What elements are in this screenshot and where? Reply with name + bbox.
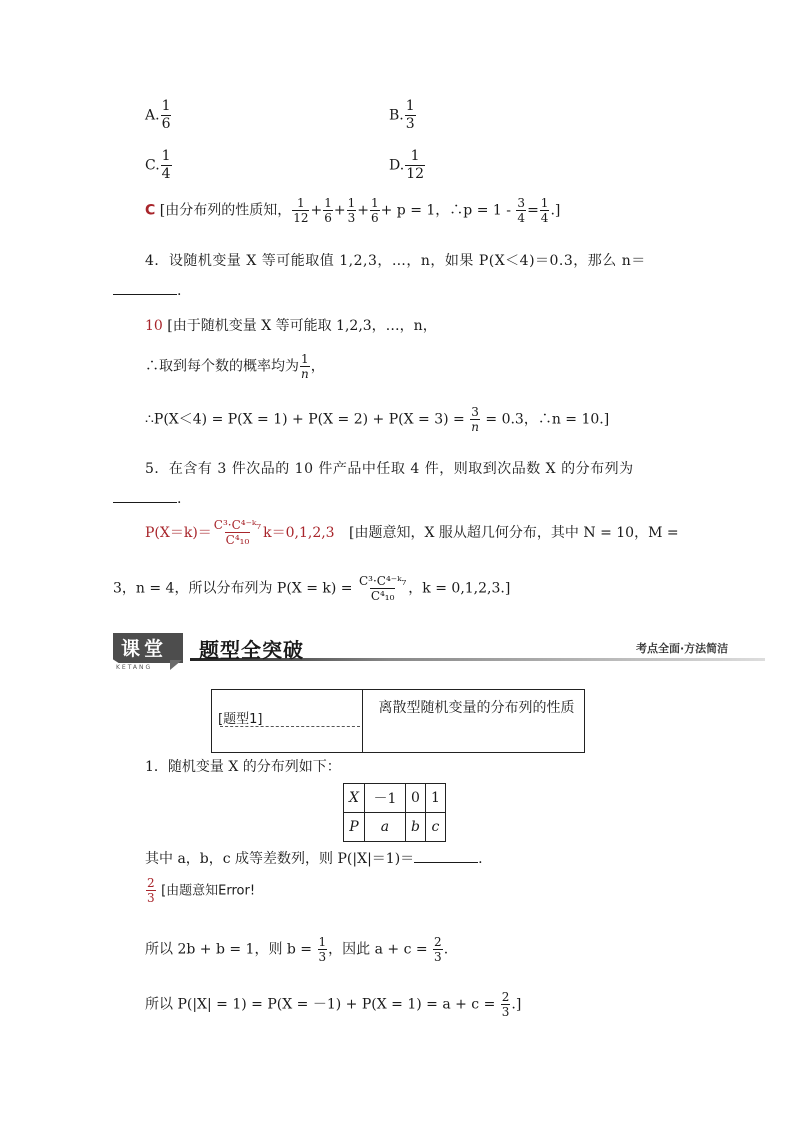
table-cell: 1: [425, 784, 445, 813]
q4-answer-line3: ∴P(X＜4) = P(X = 1) + P(X = 2) + P(X = 3) = $\frac{3}{n}$ = 0.3，∴n = 10.]: [145, 405, 610, 434]
q1-answer-value: $\frac{2}{3}$: [147, 876, 155, 905]
topic-title: 离散型随机变量的分布列的性质: [378, 700, 575, 716]
q5-frac-2: $\frac{\text{C³·C⁴⁻ᵏ₇}}{\text{C⁴₁₀}}$: [358, 574, 407, 603]
q3-frac-5: $\frac{3}{4}$: [517, 196, 526, 225]
q1-intro: 1．随机变量 X 的分布列如下：: [145, 759, 341, 775]
q4-blank: .: [113, 280, 181, 299]
table-cell: X: [344, 784, 365, 813]
topic-divider: [220, 726, 360, 727]
q1-solution-line1: 所以 2b + b = 1，则 b = $\frac{1}{3}$ ，因此 a + c = $\frac{2}{3}$ .: [145, 935, 449, 964]
q1-condition: 其中 a，b，c 成等差数列，则 P(|X|＝1)＝ .: [145, 848, 483, 868]
q1-frac-ac: $\frac{2}{3}$: [434, 935, 442, 964]
q1-frac-result: $\frac{2}{3}$: [501, 990, 510, 1019]
option-a-fraction: $\frac{1}{6}$: [161, 98, 171, 132]
option-b-fraction: $\frac{1}{3}$: [405, 98, 415, 132]
section-tagline: 考点全面·方法简洁: [636, 642, 729, 655]
q3-frac-2: $\frac{1}{6}$: [324, 196, 332, 225]
q4-answer-value: 10: [145, 318, 163, 334]
q1-answer-bracket: [由题意知Error!: [161, 883, 256, 899]
q3-frac-3: $\frac{1}{3}$: [347, 196, 356, 225]
q3-answer-mid: + p = 1，∴p = 1 -: [380, 202, 516, 219]
q3-frac-4: $\frac{1}{6}$: [370, 196, 379, 225]
table-cell: 0: [405, 784, 425, 813]
q5-answer-formula: P(X＝k)＝ $\frac{\text{C³·C⁴⁻ᵏ₇}}{\text{C⁴₁₀}}$ k＝0,1,2,3: [145, 518, 335, 547]
option-d-fraction: $\frac{1}{12}$: [406, 148, 425, 182]
table-row: [344, 784, 446, 813]
table-cell: b: [405, 813, 425, 842]
q4-answer-line2: ∴取到每个数的概率均为 $\frac{1}{n}$ ，: [145, 352, 325, 381]
q1-answer: [145, 876, 255, 905]
option-a: [145, 98, 172, 133]
q4-answer-line1: 10 [由于随机变量 X 等可能取 1,2,3，…，n，: [145, 318, 437, 334]
q3-answer: C [由分布列的性质知， $\frac{1}{12}$ + $\frac{1}{6}$ + $\frac{1}{3}$ + $\frac{1}{6}$ + p = 1，∴p = 1 - $\frac{3}{4}$ = $\frac{1}{4}$ .]: [145, 196, 561, 225]
q3-answer-text: [由分布列的性质知，: [159, 202, 292, 219]
q3-frac-1: $\frac{1}{12}$: [293, 196, 309, 225]
q3-frac-6: $\frac{1}{4}$: [540, 196, 549, 225]
q5-answer-line1: P(X＝k)＝ $\frac{\text{C³·C⁴⁻ᵏ₇}}{\text{C⁴₁₀}}$ k＝0,1,2,3 [由题意知，X 服从超几何分布，其中 N = 10，M =: [145, 518, 679, 547]
q4-frac-1n: $\frac{1}{n}$: [301, 352, 309, 381]
topic-label: [题型1]: [218, 712, 263, 727]
q5-blank: .: [113, 488, 181, 507]
banner-label: 课堂: [121, 638, 168, 660]
q5-question: 5．在含有 3 件次品的 10 件产品中任取 4 件，则取到次品数 X 的分布列为: [145, 461, 634, 477]
option-b-label: B.: [389, 107, 404, 124]
table-row: [344, 813, 446, 842]
option-c: [145, 148, 173, 183]
table-cell: a: [364, 813, 405, 842]
q1-frac-b: $\frac{1}{3}$: [318, 935, 327, 964]
section-heading: 题型全突破: [199, 638, 304, 662]
option-b: [389, 98, 417, 133]
topic-label-cell: [212, 690, 363, 752]
q4-frac-3n: $\frac{3}{n}$: [471, 405, 479, 434]
q5-answer-line2: 3，n = 4，所以分布列为 P(X = k) = $\frac{\text{C³·C⁴⁻ᵏ₇}}{\text{C⁴₁₀}}$ ，k = 0,1,2,3.]: [113, 574, 511, 603]
q1-solution-line2: 所以 P(|X| = 1) = P(X = －1) + P(X = 1) = a + c = $\frac{2}{3}$ .]: [145, 990, 522, 1019]
option-d: [389, 148, 426, 183]
option-d-label: D.: [389, 157, 405, 174]
table-cell: P: [344, 813, 365, 842]
option-a-label: A.: [145, 107, 160, 124]
option-c-fraction: $\frac{1}{4}$: [161, 148, 171, 182]
table-cell: －1: [364, 784, 405, 813]
banner-pinyin: KETANG: [116, 664, 153, 671]
table-cell: c: [425, 813, 445, 842]
q3-answer-letter: C: [145, 202, 156, 219]
q4-question: 4．设随机变量 X 等可能取值 1,2,3，…，n，如果 P(X＜4)＝0.3，那么 n＝: [145, 253, 646, 269]
distribution-table: [343, 783, 446, 842]
banner-corner: [170, 660, 182, 670]
option-c-label: C.: [145, 157, 160, 174]
topic-box: [211, 689, 585, 753]
